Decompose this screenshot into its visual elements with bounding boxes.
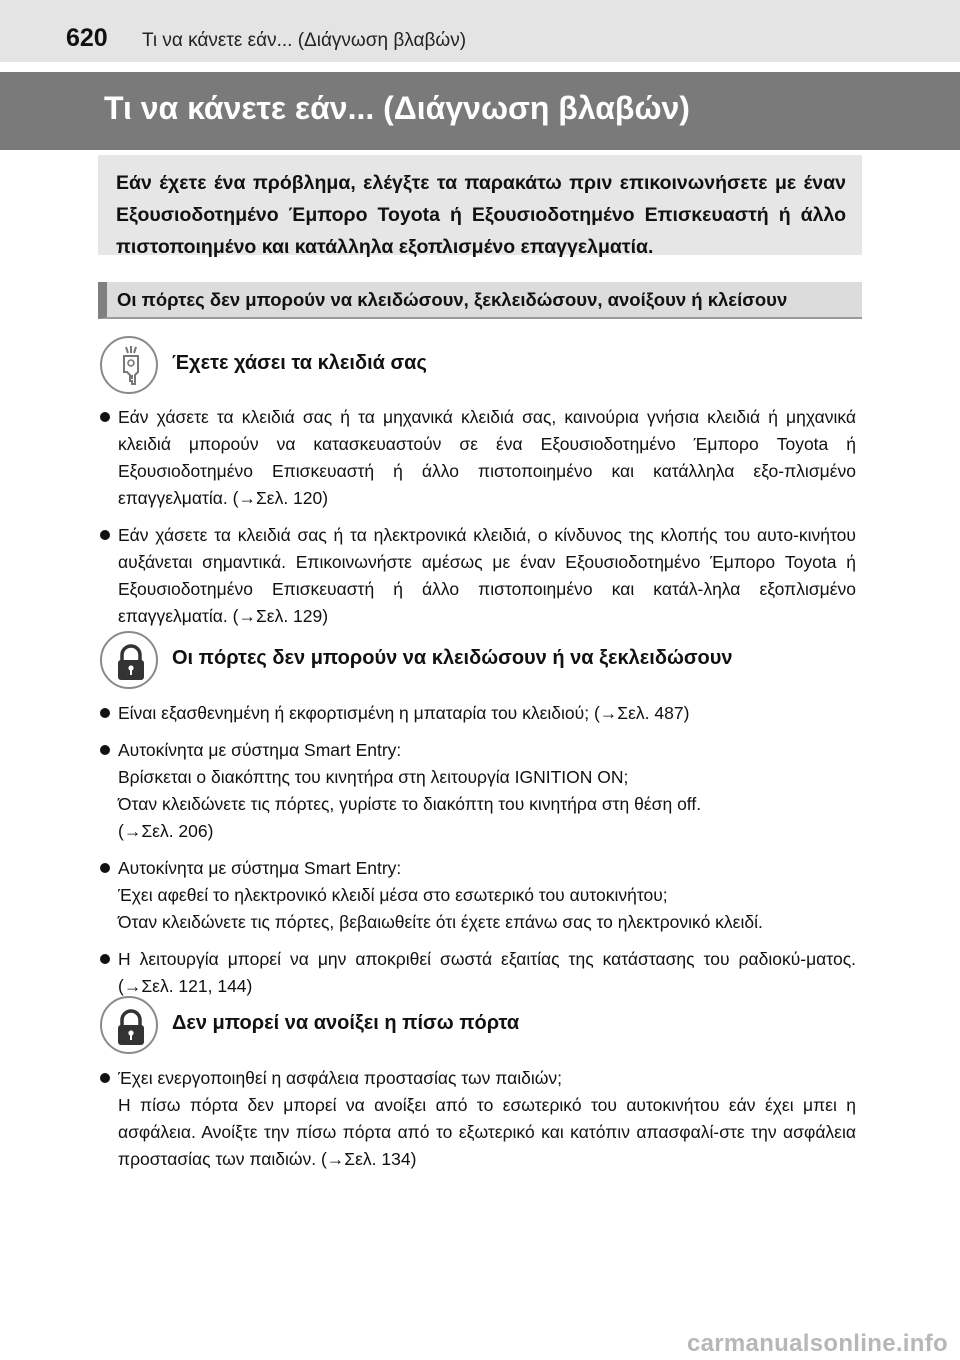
- running-title: Τι να κάνετε εάν... (Διάγνωση βλαβών): [142, 30, 467, 51]
- subsection-title: Έχετε χάσει τα κλειδιά σας: [172, 352, 427, 374]
- chapter-title-band: [0, 72, 960, 150]
- list-item: Εάν χάσετε τα κλειδιά σας ή τα ηλεκτρονικά κλειδιά, ο κίνδυνος της κλοπής του αυτο-κινήτου αυξάνεται σημαντικά. Επικοινωνήστε αμέσως με έναν Εξουσιοδοτημένο Έμπορο Toyota ή Εξουσιοδοτημένο Επισκευαστή ή άλλο πιστοποιημένο και κατάλ-ληλα εξοπλισμένο επαγγελματία. (→Σελ. 129): [100, 522, 856, 630]
- list-item: Είναι εξασθενημένη ή εκφορτισμένη η μπαταρία του κλειδιού; (→Σελ. 487): [100, 700, 856, 727]
- watermark: [0, 1330, 960, 1360]
- section-heading-bar: [98, 282, 862, 319]
- bullet-icon: [100, 863, 110, 873]
- bullet-icon: [100, 530, 110, 540]
- page-title: Τι να κάνετε εάν... (Διάγνωση βλαβών): [104, 90, 690, 126]
- page-number: 620: [66, 24, 108, 52]
- padlock-icon: [100, 996, 158, 1054]
- bullet-list: [100, 404, 856, 640]
- list-item: Εάν χάσετε τα κλειδιά σας ή τα μηχανικά κλειδιά σας, καινούρια γνήσια κλειδιά ή μηχανικά κλειδιά μπορούν να κατασκευαστούν σε ένα Εξουσιοδοτημένο Έμπορο Toyota ή Εξουσιοδοτημένο Επισκευαστή ή άλλο πιστοποιημένο και κατάλληλα εξο-πλισμένο επαγγελματία. (→Σελ. 120): [100, 404, 856, 512]
- page-header: [0, 0, 960, 62]
- bullet-list: [100, 1065, 856, 1183]
- bullet-icon: [100, 954, 110, 964]
- subsection-title: Δεν μπορεί να ανοίξει η πίσω πόρτα: [172, 1012, 520, 1034]
- list-item: Η λειτουργία μπορεί να μην αποκριθεί σωστά εξαιτίας της κατάστασης του ραδιοκύ-ματος. (→Σελ. 121, 144): [100, 946, 856, 1000]
- intro-box: Εάν έχετε ένα πρόβλημα, ελέγξτε τα παρακάτω πριν επικοινωνήσετε με έναν Εξουσιοδοτημένο Έμπορο Toyota ή Εξουσιοδοτημένο Επισκευαστή ή άλλο πιστοποιημένο και κατάλληλα εξοπλισμένο επαγγελματία.: [98, 155, 862, 255]
- section-heading: Οι πόρτες δεν μπορούν να κλειδώσουν, ξεκλειδώσουν, ανοίξουν ή κλείσουν: [117, 289, 788, 310]
- bullet-icon: [100, 708, 110, 718]
- list-item: Αυτοκίνητα με σύστημα Smart Entry: Έχει αφεθεί το ηλεκτρονικό κλειδί μέσα στο εσωτερικό του αυτοκινήτου; Όταν κλειδώνετε τις πόρτες, βεβαιωθείτε ότι έχετε επάνω σας το ηλεκτρονικό κλειδί.: [100, 855, 856, 936]
- watermark-text: carmanualsonline.info: [686, 1330, 948, 1357]
- bullet-icon: [100, 412, 110, 422]
- bullet-icon: [100, 745, 110, 755]
- bullet-list: [100, 700, 856, 1010]
- padlock-icon: [100, 631, 158, 689]
- list-item: Έχει ενεργοποιηθεί η ασφάλεια προστασίας των παιδιών; Η πίσω πόρτα δεν μπορεί να ανοίξει από το εσωτερικό του αυτοκινήτου εάν έχει μπει η ασφάλεια. Ανοίξτε την πίσω πόρτα από το εξωτερικό και κατόπιν απασφαλί-στε την ασφάλεια προστασίας των παιδιών. (→Σελ. 134): [100, 1065, 856, 1173]
- bullet-icon: [100, 1073, 110, 1083]
- list-item: Αυτοκίνητα με σύστημα Smart Entry: Βρίσκεται ο διακόπτης του κινητήρα στη λειτουργία IGNITION ON; Όταν κλειδώνετε τις πόρτες, γυρίστε το διακόπτη του κινητήρα στη θέση off. (→Σελ. 206): [100, 737, 856, 845]
- key-icon: [100, 336, 158, 394]
- subsection-title: Οι πόρτες δεν μπορούν να κλειδώσουν ή να ξεκλειδώσουν: [172, 647, 733, 669]
